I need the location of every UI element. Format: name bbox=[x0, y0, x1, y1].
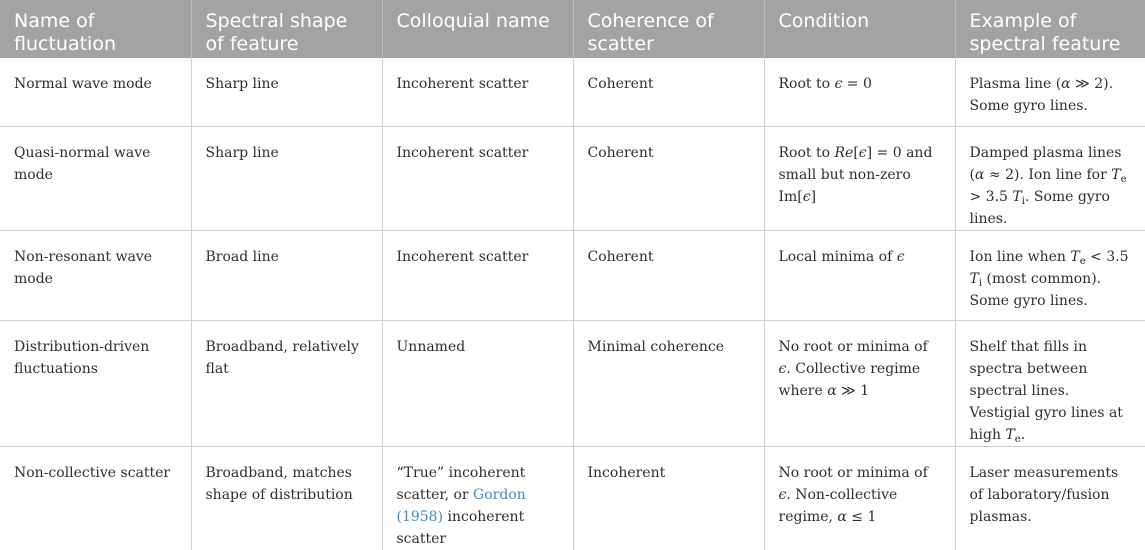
cell-condition: No root or minima of ϵ. Non-collective regime, α ≤ 1 bbox=[764, 446, 955, 550]
cell-coherence: Coherent bbox=[573, 58, 764, 126]
cell-coherence: Coherent bbox=[573, 230, 764, 320]
cell-colloquial: Incoherent scatter bbox=[382, 230, 573, 320]
table-row bbox=[0, 446, 1145, 550]
header-row bbox=[0, 0, 1145, 58]
cell-name: Distribution-driven fluctuations bbox=[0, 320, 191, 446]
header-condition: Condition bbox=[764, 0, 955, 58]
cell-name: Quasi-normal wave mode bbox=[0, 126, 191, 230]
cell-colloquial: Incoherent scatter bbox=[382, 58, 573, 126]
cell-condition: No root or minima of ϵ. Collective regime where α ≫ 1 bbox=[764, 320, 955, 446]
cell-coherence: Coherent bbox=[573, 126, 764, 230]
cell-shape: Sharp line bbox=[191, 126, 382, 230]
cell-condition: Root to ϵ = 0 bbox=[764, 58, 955, 126]
cell-shape: Broadband, matches shape of distribution bbox=[191, 446, 382, 550]
header-coherence: Coherence of scatter bbox=[573, 0, 764, 58]
cell-condition: Local minima of ϵ bbox=[764, 230, 955, 320]
cell-shape: Broad line bbox=[191, 230, 382, 320]
cell-shape: Broadband, relatively flat bbox=[191, 320, 382, 446]
cell-condition: Root to Re[ϵ] = 0 and small but non-zero Im[ϵ] bbox=[764, 126, 955, 230]
cell-example: Damped plasma lines (α ≈ 2). Ion line for $T_e > 3.5$ $T_i$. Some gyro lines. bbox=[955, 126, 1145, 230]
cell-colloquial: Incoherent scatter bbox=[382, 126, 573, 230]
citation-link[interactable]: Gordon (1958) bbox=[396, 486, 526, 525]
table-row bbox=[0, 320, 1145, 446]
table-row bbox=[0, 58, 1145, 126]
header-spectral-shape: Spectral shape of feature bbox=[191, 0, 382, 58]
table-row bbox=[0, 230, 1145, 320]
cell-name: Normal wave mode bbox=[0, 58, 191, 126]
cell-colloquial: Unnamed bbox=[382, 320, 573, 446]
cell-coherence: Incoherent bbox=[573, 446, 764, 550]
cell-example: Ion line when $T_e < 3.5$ $T_i$ (most common). Some gyro lines. bbox=[955, 230, 1145, 320]
header-colloquial-name: Colloquial name bbox=[382, 0, 573, 58]
cell-colloquial: “True” incoherent scatter, or Gordon (1958) incoherent scatter bbox=[382, 446, 573, 550]
header-example: Example of spectral feature bbox=[955, 0, 1145, 58]
cell-coherence: Minimal coherence bbox=[573, 320, 764, 446]
cell-name: Non-resonant wave mode bbox=[0, 230, 191, 320]
cell-example: Laser measurements of laboratory/fusion plasmas. bbox=[969, 464, 1119, 525]
cell-shape: Sharp line bbox=[191, 58, 382, 126]
cell-name: Non-collective scatter bbox=[0, 446, 191, 550]
cell-example: Plasma line (α ≫ 2). Some gyro lines. bbox=[955, 58, 1145, 126]
table-row bbox=[0, 126, 1145, 230]
header-name: Name of fluctuation bbox=[0, 0, 191, 58]
cell-example: Shelf that fills in spectra between spectral lines. Vestigial gyro lines at high $T_e$. bbox=[955, 320, 1145, 446]
